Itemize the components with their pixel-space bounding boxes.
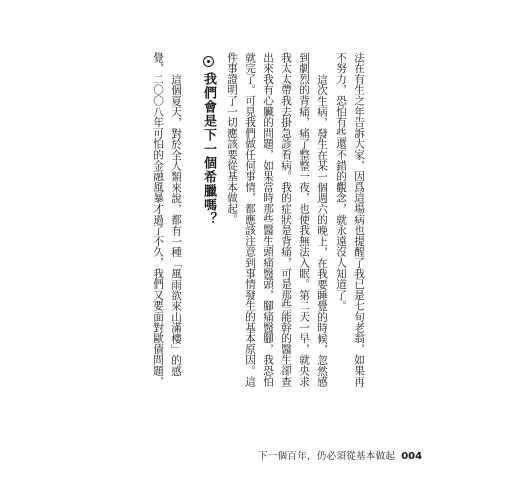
section-heading-text: 我們會是下一個希臘嗎？	[201, 72, 216, 226]
body-column-8: 件事證明了一切應該要從基本做起。	[226, 52, 238, 225]
running-footer-title: 下一個百年，仍必須從基本做起	[258, 451, 396, 462]
bullet-circle-icon	[203, 56, 214, 67]
body-column-9: 這個夏天，對於全人類來說，都有一種「風雨欲來山滿樓」的感	[170, 74, 182, 377]
body-column-10: 覺，二〇〇八年可怕的金融風暴才過了不久，我們又要面對歐債問題，	[152, 52, 164, 387]
body-column-1: 法在有生之年告訴大家，因爲這場病也提醒了我已是七旬老翁，如果再	[353, 52, 365, 387]
body-column-6: 出來我有心臟的問題，如果當時那些醫生頭痛醫頭，腳痛醫腳，我恐怕	[262, 52, 274, 387]
body-column-2: 不努力，恐怕有些還不錯的觀念，就永遠沒人知道了。	[335, 52, 347, 312]
page-footer	[258, 448, 422, 462]
body-column-4: 到劇烈的背痛，痛了整整一夜，也使我無法入眠。第二天一早，就央求	[298, 52, 310, 387]
body-column-7: 就完了。可見我們做任何事情，都應該注意到事情發生的基本原因。這	[244, 52, 256, 387]
page-number: 004	[401, 451, 423, 462]
body-column-5: 我太太帶我去掛急診看病。我的症狀是背痛，可是那些能幹的醫生卻查	[280, 52, 292, 387]
body-column-3: 這次生病，發生在某一個週六的晚上，在我要睡覺的時候，忽然感	[316, 74, 328, 388]
